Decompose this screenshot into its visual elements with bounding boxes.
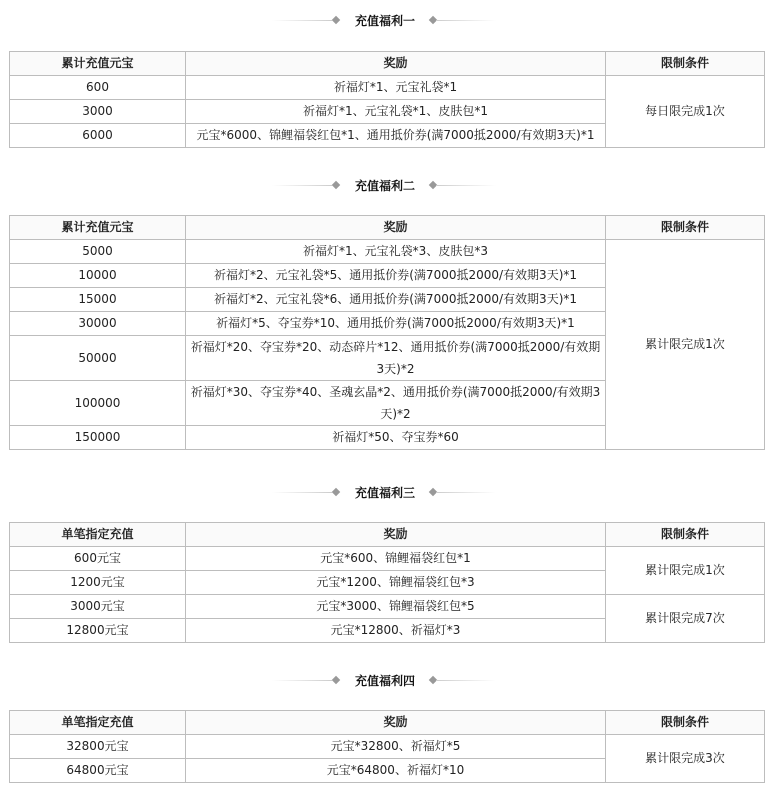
table-header-row — [10, 52, 765, 76]
reward-cell: 祈福灯*2、元宝礼袋*6、通用抵价券(满7000抵2000/有效期3天)*1 — [186, 288, 606, 312]
divider-line — [436, 20, 496, 21]
column-header: 奖励 — [186, 216, 606, 240]
column-header: 累计充值元宝 — [10, 52, 186, 76]
section-title: 充值福利二 — [354, 179, 415, 193]
reward-cell: 元宝*64800、祈福灯*10 — [186, 759, 606, 783]
reward-cell: 祈福灯*1、元宝礼袋*1 — [186, 76, 606, 100]
table-row — [10, 547, 765, 571]
section-heading-2 — [0, 175, 770, 195]
table-row — [10, 735, 765, 759]
column-header: 奖励 — [186, 711, 606, 735]
amount-cell: 30000 — [10, 312, 186, 336]
amount-cell: 1200元宝 — [10, 571, 186, 595]
amount-cell: 12800元宝 — [10, 619, 186, 643]
limit-cell: 累计限完成3次 — [606, 735, 765, 783]
amount-cell: 32800元宝 — [10, 735, 186, 759]
limit-cell: 每日限完成1次 — [606, 76, 765, 148]
table-row — [10, 595, 765, 619]
section-title: 充值福利三 — [354, 486, 415, 500]
column-header: 单笔指定充值 — [10, 711, 186, 735]
divider-line — [436, 492, 496, 493]
column-header: 限制条件 — [606, 52, 765, 76]
section-title: 充值福利四 — [354, 674, 415, 688]
section-heading-3 — [0, 482, 770, 502]
table-row — [10, 76, 765, 100]
amount-cell: 6000 — [10, 124, 186, 148]
reward-table-4 — [9, 710, 764, 783]
column-header: 累计充值元宝 — [10, 216, 186, 240]
column-header: 限制条件 — [606, 216, 765, 240]
table-row — [10, 240, 765, 264]
limit-cell: 累计限完成1次 — [606, 240, 765, 450]
amount-cell: 3000 — [10, 100, 186, 124]
reward-cell: 元宝*3000、锦鲤福袋红包*5 — [186, 595, 606, 619]
reward-table-1 — [9, 51, 764, 148]
section-title: 充值福利一 — [354, 14, 415, 28]
table-header-row — [10, 523, 765, 547]
amount-cell: 5000 — [10, 240, 186, 264]
section-heading-1 — [0, 10, 770, 30]
amount-cell: 10000 — [10, 264, 186, 288]
reward-cell: 元宝*6000、锦鲤福袋红包*1、通用抵价券(满7000抵2000/有效期3天)*1 — [186, 124, 606, 148]
column-header: 奖励 — [186, 52, 606, 76]
reward-cell: 祈福灯*20、夺宝券*20、动态碎片*12、通用抵价券(满7000抵2000/有效期3天)*2 — [186, 336, 606, 381]
reward-cell: 元宝*1200、锦鲤福袋红包*3 — [186, 571, 606, 595]
amount-cell: 15000 — [10, 288, 186, 312]
column-header: 限制条件 — [606, 523, 765, 547]
reward-cell: 元宝*32800、祈福灯*5 — [186, 735, 606, 759]
reward-cell: 元宝*600、锦鲤福袋红包*1 — [186, 547, 606, 571]
limit-cell: 累计限完成1次 — [606, 547, 765, 595]
reward-cell: 元宝*12800、祈福灯*3 — [186, 619, 606, 643]
column-header: 奖励 — [186, 523, 606, 547]
amount-cell: 100000 — [10, 381, 186, 426]
reward-cell: 祈福灯*1、元宝礼袋*1、皮肤包*1 — [186, 100, 606, 124]
divider-line — [436, 680, 496, 681]
amount-cell: 64800元宝 — [10, 759, 186, 783]
amount-cell: 3000元宝 — [10, 595, 186, 619]
table-header-row — [10, 216, 765, 240]
divider-line — [436, 185, 496, 186]
reward-cell: 祈福灯*30、夺宝券*40、圣魂玄晶*2、通用抵价券(满7000抵2000/有效期3天)*2 — [186, 381, 606, 426]
table-header-row — [10, 711, 765, 735]
reward-cell: 祈福灯*2、元宝礼袋*5、通用抵价券(满7000抵2000/有效期3天)*1 — [186, 264, 606, 288]
reward-table-3 — [9, 522, 764, 643]
section-heading-4 — [0, 670, 770, 690]
reward-table-2 — [9, 215, 764, 450]
column-header: 单笔指定充值 — [10, 523, 186, 547]
limit-cell: 累计限完成7次 — [606, 595, 765, 643]
amount-cell: 50000 — [10, 336, 186, 381]
column-header: 限制条件 — [606, 711, 765, 735]
reward-cell: 祈福灯*50、夺宝券*60 — [186, 426, 606, 450]
reward-cell: 祈福灯*1、元宝礼袋*3、皮肤包*3 — [186, 240, 606, 264]
amount-cell: 600元宝 — [10, 547, 186, 571]
amount-cell: 150000 — [10, 426, 186, 450]
amount-cell: 600 — [10, 76, 186, 100]
reward-cell: 祈福灯*5、夺宝券*10、通用抵价券(满7000抵2000/有效期3天)*1 — [186, 312, 606, 336]
